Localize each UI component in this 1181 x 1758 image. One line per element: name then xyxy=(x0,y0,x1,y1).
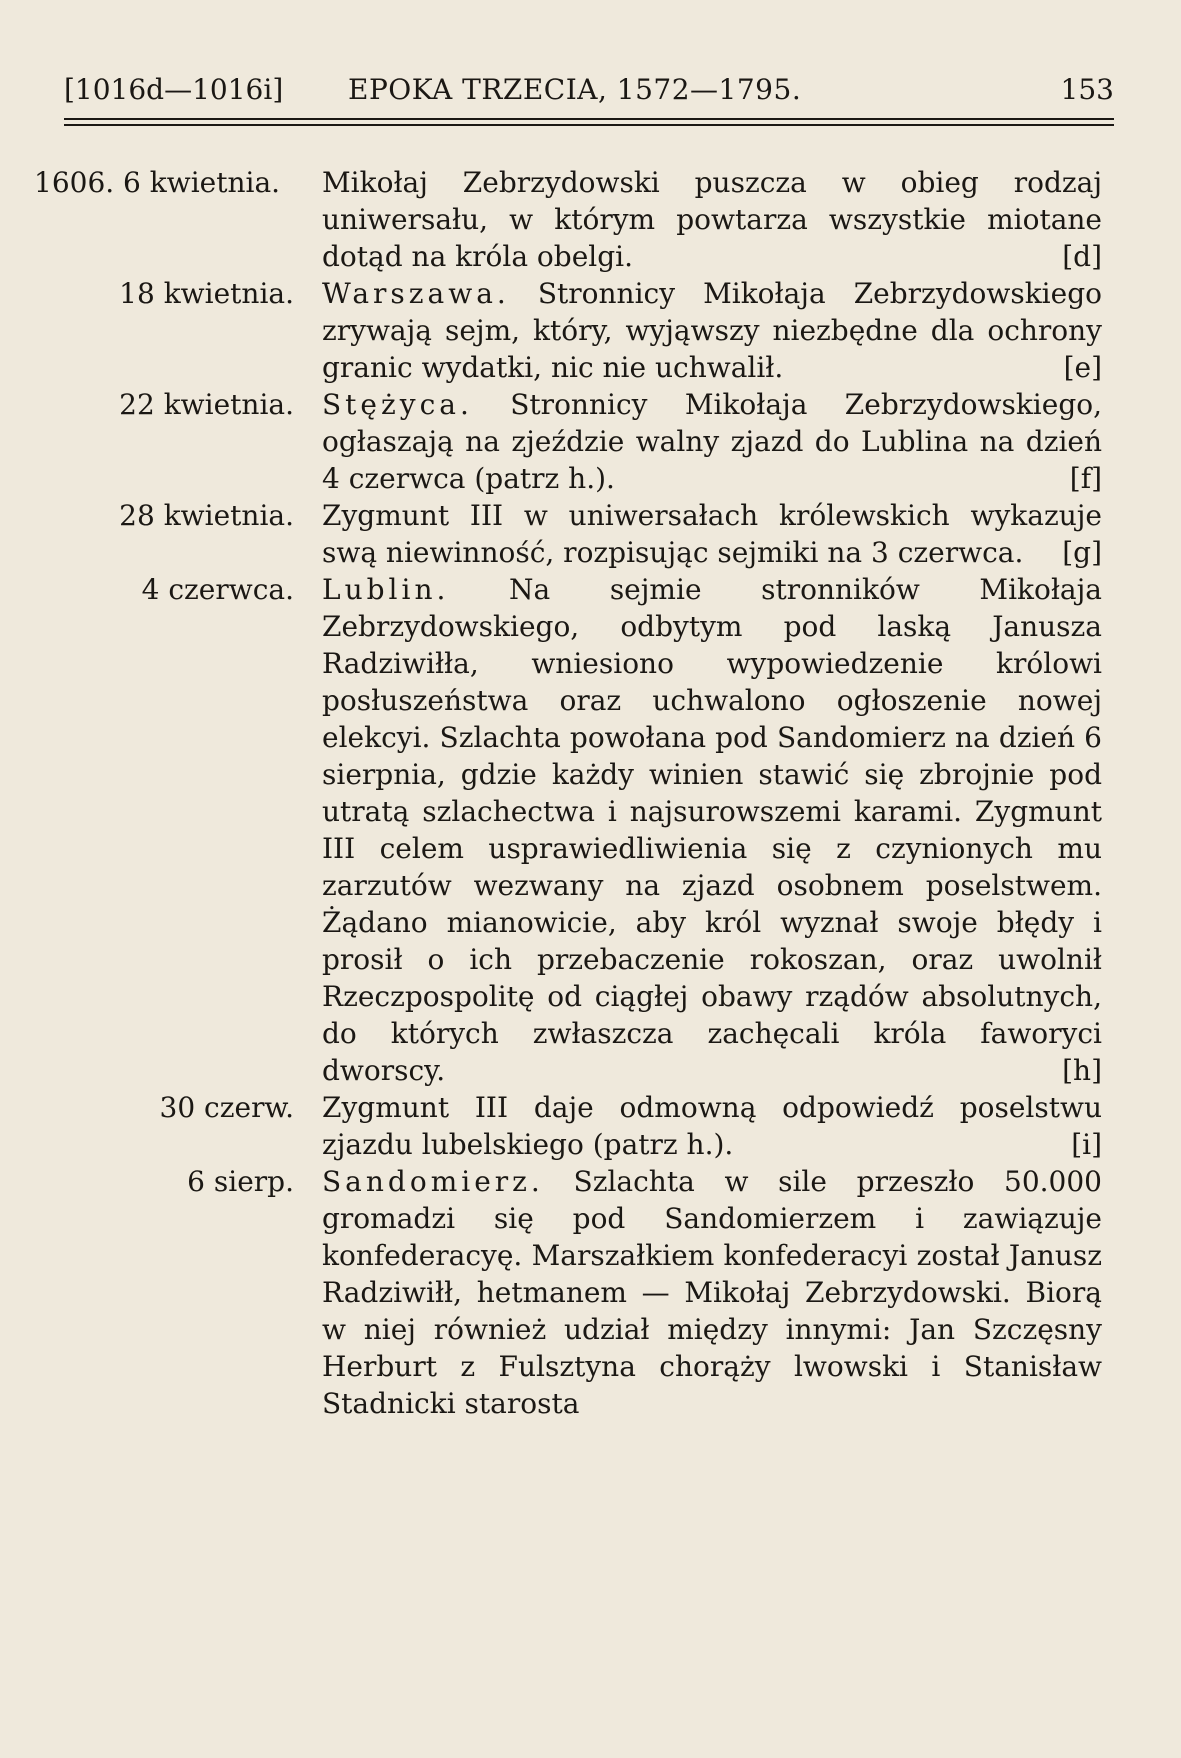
entry-reference: [e] xyxy=(1063,351,1102,384)
entry-body: Zygmunt III w uniwersałach królewskich wykazuje swą niewinność, rozpisując sejmiki na 3 czerwca. xyxy=(322,499,1102,569)
entry-reference: [f] xyxy=(1069,462,1102,495)
entry-text xyxy=(322,571,1102,1089)
chronology-entry xyxy=(0,571,1181,1089)
header-rule-double xyxy=(64,124,1114,126)
entry-body: Szlachta w sile przeszło 50.000 gromadzi się pod Sandomierzem i zawiązuje konfederacyę. Marszałkiem konfederacyi został Janusz Radziwiłł, hetmanem — Mikołaj Zebrzydowski. Biorą w niej również udział między innymi: Jan Szczęsny Herburt z Fulsztyna chorąży lwowski i Stanisław Stadnicki starosta xyxy=(322,1165,1102,1420)
entry-body: Stronnicy Mikołaja Zebrzydowskiego, ogłaszają na zjeździe walny zjazd do Lublina na dzień 4 czerwca (patrz h.). xyxy=(322,388,1102,495)
chronology-entry xyxy=(0,1163,1181,1422)
entry-date: 4 czerwca. xyxy=(141,573,294,606)
page-number: 153 xyxy=(1060,73,1114,106)
entry-body: Stronnicy Mikołaja Zebrzydowskiego zrywają sejm, który, wyjąwszy niezbędne dla ochrony granic wydatki, nic nie uchwalił. xyxy=(322,277,1102,384)
entry-date: 30 czerw. xyxy=(159,1091,294,1124)
chronology-entry xyxy=(0,497,1181,571)
entry-date: 22 kwietnia. xyxy=(119,388,294,421)
entry-body: Na sejmie stronników Mikołaja Zebrzydowskiego, odbytym pod laską Janusza Radziwiłła, wniesiono wypowiedzenie królowi posłuszeństwa oraz uchwalono ogłoszenie nowej elekcyi. Szlachta powołana pod Sandomierz na dzień 6 sierpnia, gdzie każdy winien stawić się zbrojnie pod utratą szlachectwa i najsurowszemi karami. Zygmunt III celem usprawiedliwienia się z czynionych mu zarzutów wezwany na zjazd osobnem poselstwem. Żądano mianowicie, aby król wyznał swoje błędy i prosił o ich przebaczenie rokoszan, oraz uwolnił Rzeczpospolitę od ciągłej obawy rządów absolutnych, do których zwłaszcza zachęcali króla faworyci dworscy. xyxy=(322,573,1102,1087)
entry-place: Stężyca. xyxy=(322,388,473,421)
entry-reference: [h] xyxy=(1062,1054,1102,1087)
entry-place: Sandomierz. xyxy=(322,1165,544,1198)
entry-text xyxy=(322,1089,1102,1163)
entry-text xyxy=(322,497,1102,571)
entry-place: Lublin. xyxy=(322,573,450,606)
entry-date: 6 sierp. xyxy=(187,1165,294,1198)
entry-date: 18 kwietnia. xyxy=(119,277,294,310)
header-section-range: [1016d—1016i] xyxy=(64,73,284,106)
entry-reference: [i] xyxy=(1071,1128,1102,1161)
entry-date: 1606. 6 kwietnia. xyxy=(34,166,281,199)
running-header xyxy=(64,68,1114,112)
header-title: EPOKA TRZECIA, 1572—1795. xyxy=(348,73,802,106)
entry-reference: [d] xyxy=(1062,240,1102,273)
entry-text xyxy=(322,386,1102,497)
chronology-entries xyxy=(0,164,1181,1422)
entry-text xyxy=(322,275,1102,386)
entry-text xyxy=(322,164,1102,275)
chronology-entry xyxy=(0,275,1181,386)
entry-text xyxy=(322,1163,1102,1422)
entry-place: Warszawa. xyxy=(322,277,510,310)
chronology-entry xyxy=(0,1089,1181,1163)
entry-reference: [g] xyxy=(1062,536,1102,569)
entry-body: Zygmunt III daje odmowną odpowiedź poselstwu zjazdu lubelskiego (patrz h.). xyxy=(322,1091,1102,1161)
entry-body: Mikołaj Zebrzydowski puszcza w obieg rodzaj uniwersału, w którym powtarza wszystkie miotane dotąd na króla obelgi. xyxy=(322,166,1102,273)
chronology-entry xyxy=(0,386,1181,497)
header-rule xyxy=(64,118,1114,120)
entry-date: 28 kwietnia. xyxy=(119,499,294,532)
chronology-entry xyxy=(0,164,1181,275)
